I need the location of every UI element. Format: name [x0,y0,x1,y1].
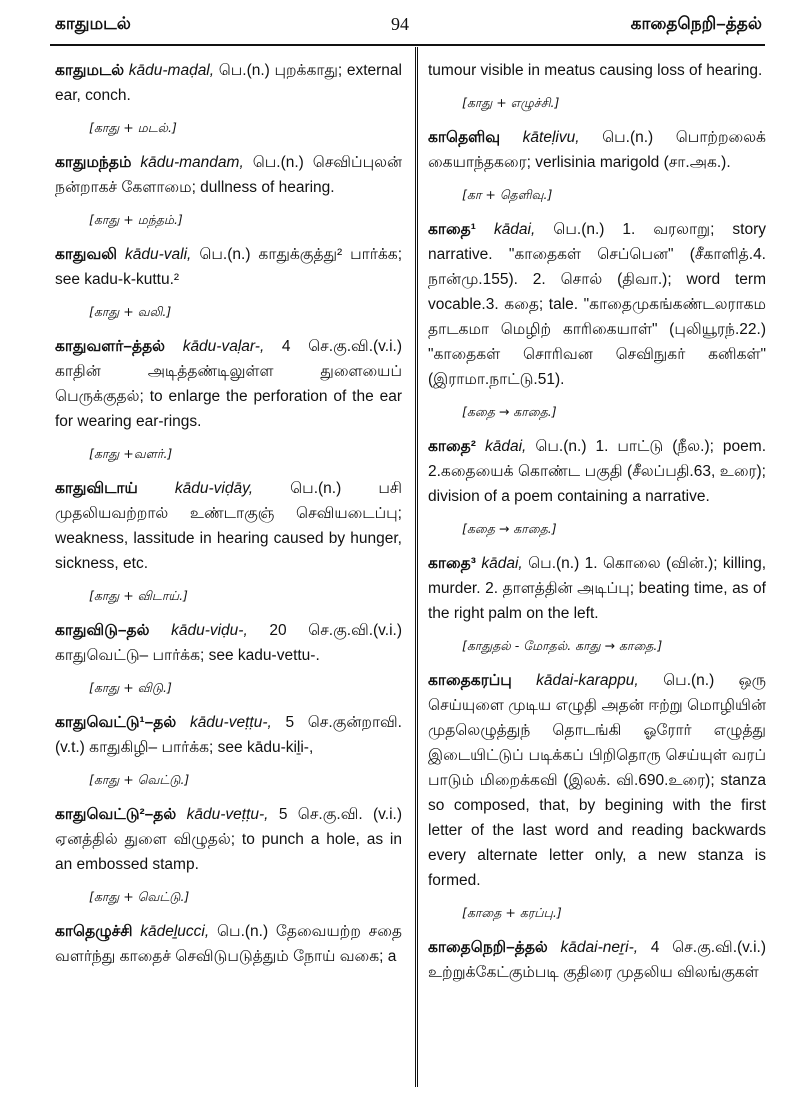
transliteration: kādai, [493,221,536,238]
transliteration: kādu-vali, [125,246,192,263]
definition: பெ.(n.) புறக்காது; external ear, conch. [55,62,402,104]
transliteration: kādai-karappu, [536,672,639,689]
definition: பெ.(n.) பசி முதலியவற்றால் உண்டாகுஞ் செவியடைப்பு; weakness, lassitude in hearing caused by hunger, sickness, etc. [55,480,403,572]
dictionary-entry [428,551,766,626]
column-divider [415,47,418,1087]
right-column [428,58,766,995]
headword: காதைநெறி–த்தல் [428,939,548,956]
definition: பெ.(n.) செவிப்புலன் நன்றாகச் கேளாமை; dullness of hearing. [55,154,402,196]
definition: 5 செ.குன்றாவி.(v.t.) காதுகிழி– பார்க்க; see kādu-kiḻi-, [55,714,402,756]
etymology: [காது + எழுச்சி.] [462,95,560,110]
definition: பெ.(n.) 1. வரலாறு; story narrative. "காதைகள் செப்பென" (சீகாளித்.4. நான்மு.155). 2. சொல் (திவா.); word term vocable.3. கதை; tale. "காதைமுகங்கண்டலராகம தாடகமா மெழிற் காரிகையாள்" (புலியூரந்.22.) "காதைகள் சொரிவன செவிநுகர் கனிகள்" (இராமா.நாட்டு.51). [428,221,766,388]
dictionary-entry [428,217,766,392]
etymology: [காது + மந்தம்.] [89,212,183,227]
etymology: [கதை → காதை.] [462,404,557,419]
dictionary-entry [55,334,402,434]
dictionary-entry [55,58,402,108]
page-header [0,0,800,50]
definition: 5 செ.கு.வி. (v.i.) ஏனத்தில் துளை விழுதல்; to punch a hole, as in an embossed stamp. [55,806,402,873]
headword: காதுவெட்டு²–தல் [55,806,177,823]
definition: 4 செ.கு.வி.(v.i.) காதின் அடித்தண்டிலுள்ள துளையைப் பெருக்குதல்; to enlarge the perforation of the ear for wearing ear-rings. [55,338,402,430]
headword: காதெளிவு [428,129,501,146]
transliteration: kādai, [481,555,523,572]
transliteration: kādai-neṟi-, [560,939,639,956]
headword: காதுமடல் [55,62,125,79]
headword: காதெழுச்சி [55,923,133,940]
definition: பெ.(n.) ஒரு செய்யுளை முடிய எழுதி அதன் ஈற்று மொழியின் முதலெழுத்துந் தொடங்கி ஓரோர் எழுத்து இடையிட்டுப் படிக்கப் பிறிதொரு செய்யுள் வரப் பாடும் மிறைக்கவி (இலக். வி.690.உரை); stanza so composed, that, by begining with the first letter of the last word and reading backwards every alternate letter only, a new stanza is formed. [428,672,766,889]
dictionary-entry [55,150,402,200]
definition: பெ.(n.) பொற்றலைக் கையாந்தகரை; verlisinia marigold (சா.அக.). [428,129,766,171]
left-column [55,58,402,979]
headword: காதுவெட்டு¹–தல் [55,714,177,731]
etymology: [காதை + கரப்பு.] [462,905,562,920]
continued-definition: tumour visible in meatus causing loss of hearing. [428,62,763,79]
dictionary-entry [55,802,402,877]
etymology: [காது + மடல்.] [89,120,177,135]
etymology: [காது + வெட்டு.] [89,772,190,787]
etymology: [காதுதல் - மோதல். காது → காதை.] [462,638,663,653]
headword: காதை³ [428,555,476,572]
dictionary-entry [428,935,766,985]
dictionary-entry [55,919,402,969]
etymology: [காது +வளர்.] [89,446,173,461]
transliteration: kādai, [484,438,527,455]
etymology: [காது + வலி.] [89,304,172,319]
header-right-guideword: காதைநெறி–த்தல் [630,14,762,33]
definition: பெ.(n.) 1. கொலை (வின்.); killing, murder. 2. தாளத்தின் அடிப்பு; beating time, as of the right palm on the left. [428,555,767,622]
etymology: [காது + விடு.] [89,680,172,695]
etymology: [காது + வெட்டு.] [89,889,190,904]
page-number: 94 [391,14,409,34]
transliteration: kādu-vaḷar-, [182,338,265,355]
transliteration: kādu-mandam, [140,154,244,171]
definition: பெ.(n.) தேவையற்ற சதை வளர்ந்து காதைச் செவிடுபடுத்தும் நோய் வகை; a [55,923,403,965]
dictionary-entry [55,710,402,760]
transliteration: kāteḷivu, [522,129,580,146]
transliteration: kādeḻucci, [140,923,210,940]
headword: காதைகரப்பு [428,672,512,689]
definition: 4 செ.கு.வி.(v.i.) உற்றுக்கேட்கும்படி குதிரை முதலிய விலங்குகள் [428,939,766,981]
headword: காதை² [428,438,476,455]
transliteration: kādu-veṭṭu-, [189,714,272,731]
headword: காதை¹ [428,221,476,238]
headword: காதுவளர்–த்தல் [55,338,166,355]
header-rule [50,44,765,46]
transliteration: kādu-maḍal, [128,62,215,79]
definition: 20 செ.கு.வி.(v.i.) காதுவெட்டு– பார்க்க; see kadu-vettu-. [55,622,402,664]
etymology: [காது + விடாய்.] [89,588,188,603]
dictionary-entry [55,618,402,668]
dictionary-entry [428,434,766,509]
dictionary-entry [55,242,402,292]
etymology: [கா + தெளிவு.] [462,187,553,202]
transliteration: kādu-viḍāy, [174,480,254,497]
dictionary-entry [55,476,402,576]
headword: காதுவிடாய் [55,480,138,497]
headword: காதுமந்தம் [55,154,132,171]
header-left-guideword: காதுமடல் [55,14,131,33]
headword: காதுவிடு–தல் [55,622,150,639]
etymology: [கதை → காதை.] [462,521,557,536]
transliteration: kādu-viḍu-, [171,622,248,639]
dictionary-entry [428,668,766,893]
dictionary-entry [428,125,766,175]
headword: காதுவலி [55,246,118,263]
transliteration: kādu-veṭṭu-, [186,806,269,823]
definition: பெ.(n.) காதுக்குத்து² பார்க்க; see kadu-k-kuttu.² [55,246,402,288]
definition: பெ.(n.) 1. பாட்டு (நீல.); poem. 2.கதையைக் கொண்ட பகுதி (சீலப்பதி.63, உரை); division of a poem containing a narrative. [428,438,766,505]
